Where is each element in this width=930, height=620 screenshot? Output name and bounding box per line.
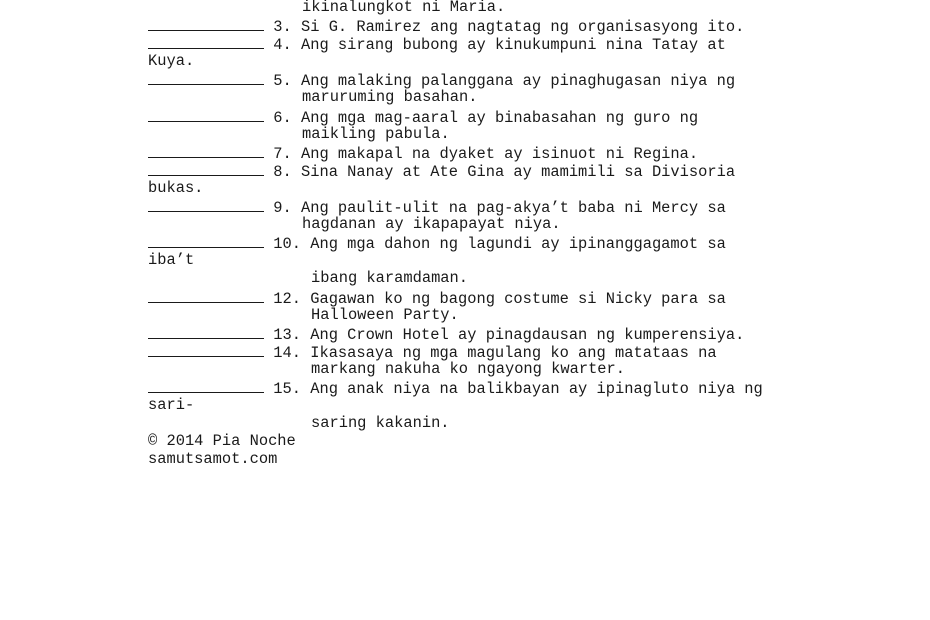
item-5	[148, 70, 908, 91]
item-6	[148, 107, 908, 125]
item-text: ibang karamdaman.	[311, 269, 469, 288]
item-number: 12.	[273, 289, 301, 308]
answer-blank[interactable]	[148, 288, 264, 303]
item-15-continuation	[148, 414, 908, 432]
item-number: 3.	[273, 18, 292, 37]
item-text: Ang makapal na dyaket ay isinuot ni Regina.	[300, 144, 699, 163]
item-number: 5.	[273, 72, 292, 91]
item-8	[148, 161, 908, 179]
item-10-overflow	[148, 251, 908, 269]
item-number: 14.	[273, 343, 301, 362]
item-text: Ang anak niya na balikbayan ay ipinagluto niya ng	[310, 379, 763, 398]
copyright-text: © 2014 Pia Noche	[148, 432, 296, 451]
answer-blank[interactable]	[148, 324, 264, 339]
item-number: 13.	[273, 325, 301, 344]
answer-blank[interactable]	[148, 143, 264, 158]
item-text: iba’t	[148, 251, 195, 270]
item-15	[148, 378, 908, 396]
answer-blank[interactable]	[148, 70, 264, 85]
item-text: Ang Crown Hotel ay pinagdausan ng kumperensiya.	[310, 325, 745, 344]
item-4-overflow	[148, 52, 908, 70]
item-text: Si G. Ramirez ang nagtatag ng organisasyong ito.	[300, 18, 745, 37]
answer-blank[interactable]	[148, 107, 264, 122]
item-text: Kuya.	[148, 52, 195, 71]
item-text: Ang malaking palanggana ay pinaghugasan niya ng	[300, 72, 736, 91]
item-number: 4.	[273, 36, 292, 55]
answer-blank[interactable]	[148, 342, 264, 357]
item-number: 9.	[273, 199, 292, 218]
item-15-overflow	[148, 396, 908, 414]
item-10	[148, 233, 908, 254]
item-5-line-2	[148, 88, 908, 106]
item-text: Ikasasaya ng mga magulang ko ang matataas na	[310, 343, 717, 362]
item-text: ikinalungkot ni Maria.	[302, 0, 506, 16]
answer-blank[interactable]	[148, 34, 264, 49]
item-text: maikling pabula.	[302, 124, 450, 143]
item-9	[148, 197, 908, 218]
answer-blank[interactable]	[148, 378, 264, 393]
item-9-line-2	[148, 215, 908, 233]
item-number: 10.	[273, 235, 301, 254]
item-2-continuation	[148, 0, 908, 16]
item-text: hagdanan ay ikapapayat niya.	[302, 215, 561, 234]
item-13	[148, 324, 908, 342]
item-number: 15.	[273, 379, 301, 398]
item-8-overflow	[148, 179, 908, 197]
website-text: samutsamot.com	[148, 450, 278, 469]
item-text: Ang mga mag-aaral ay binabasahan ng guro ng	[300, 108, 699, 127]
answer-blank[interactable]	[148, 233, 264, 248]
item-text: Ang paulit-ulit na pag-akya’t baba ni Mercy sa	[300, 199, 726, 218]
item-text: Gagawan ko ng bagong costume si Nicky para sa	[310, 289, 726, 308]
item-number: 7.	[273, 144, 292, 163]
answer-blank[interactable]	[148, 16, 264, 31]
item-number: 8.	[273, 162, 292, 181]
item-text: markang nakuha ko ngayong kwarter.	[311, 359, 626, 378]
item-text: Ang sirang bubong ay kinukumpuni nina Tatay at	[300, 36, 726, 55]
item-4	[148, 34, 908, 55]
item-text: bukas.	[148, 178, 204, 197]
item-text: maruruming basahan.	[302, 88, 478, 107]
item-text: Sina Nanay at Ate Gina ay mamimili sa Divisoria	[300, 162, 736, 181]
answer-blank[interactable]	[148, 197, 264, 212]
item-number: 6.	[273, 108, 292, 127]
item-3	[148, 16, 908, 37]
answer-blank[interactable]	[148, 161, 264, 176]
footer-copyright	[148, 432, 908, 450]
item-10-continuation	[148, 269, 908, 287]
item-14	[148, 342, 908, 360]
item-12-line-2	[148, 306, 908, 324]
item-text: saring kakanin.	[311, 414, 450, 433]
item-text: sari-	[148, 396, 195, 415]
item-text: Halloween Party.	[311, 305, 459, 324]
item-text: Ang mga dahon ng lagundi ay ipinanggagamot sa	[310, 235, 726, 254]
item-7	[148, 143, 908, 161]
worksheet-page	[148, 0, 908, 468]
item-6-line-2	[148, 125, 908, 143]
item-12	[148, 288, 908, 306]
item-14-line-2	[148, 360, 908, 378]
footer-website	[148, 450, 908, 468]
